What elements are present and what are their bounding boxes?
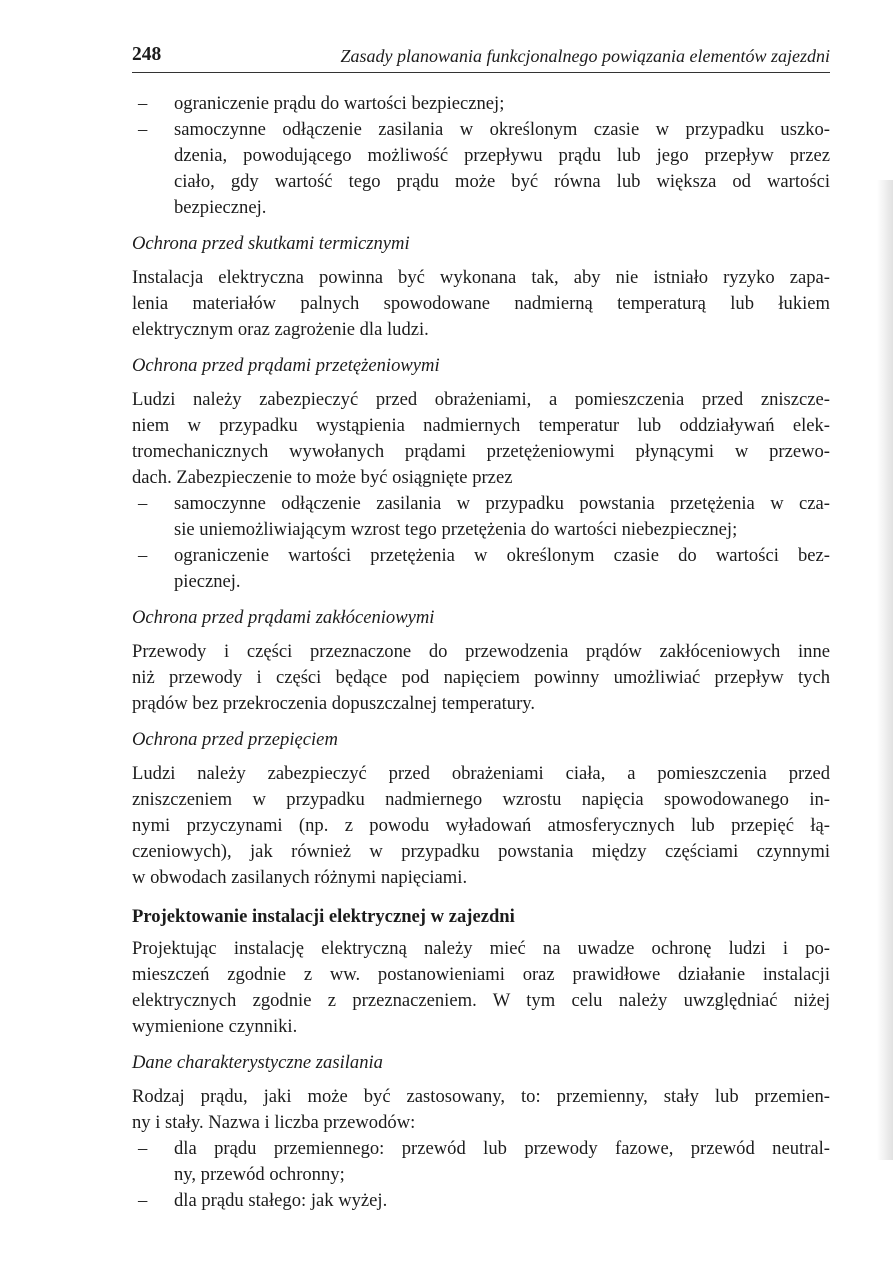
text-line: bezpiecznej. (174, 197, 267, 218)
text-line: tromechanicznych wywołanych prądami przetężeniowymi płynącymi w przewo- (132, 441, 830, 462)
text-line: – samoczynne odłączenie zasilania w określonym czasie w przypadku uszko- (174, 119, 830, 140)
text-line: czeniowych), jak również w przypadku powstania między częściami czynnymi (132, 841, 830, 862)
section-heading-design: Projektowanie instalacji elektrycznej w zajezdni (132, 906, 515, 927)
list-item (132, 91, 830, 117)
text-line: w obwodach zasilanych różnymi napięciami. (132, 867, 468, 888)
section-heading-overcurrent: Ochrona przed prądami przetężeniowymi (132, 355, 440, 376)
bullet-list-supply (132, 1136, 830, 1214)
text-line: wymienione czynniki. (132, 1016, 298, 1037)
text-line: lenia materiałów palnych spowodowane nadmierną temperaturą lub łukiem (132, 293, 830, 314)
list-item (132, 117, 830, 221)
running-header (132, 40, 830, 73)
text-line: prądów bez przekroczenia dopuszczalnej temperatury. (132, 693, 535, 714)
text-line: dzenia, powodującego możliwość przepływu prądu lub jego przepływ przez (174, 145, 830, 166)
text-line: – samoczynne odłączenie zasilania w przypadku powstania przetężenia w cza- (174, 493, 830, 514)
paragraph-thermal (132, 265, 830, 343)
list-item (132, 1136, 830, 1188)
page-number: 248 (132, 44, 162, 65)
page-edge-shadow (877, 180, 893, 1160)
text-line: dach. Zabezpieczenie to może być osiągnięte przez (132, 467, 513, 488)
text-line: – ograniczenie prądu do wartości bezpiecznej; (174, 93, 505, 114)
text-line: Ludzi należy zabezpieczyć przed obrażeniami ciała, a pomieszczenia przed (132, 763, 830, 784)
list-item (132, 543, 830, 595)
text-line: Rodzaj prądu, jaki może być zastosowany, to: przemienny, stały lub przemien- (132, 1086, 830, 1107)
text-line: niż przewody i części będące pod napięciem powinny umożliwiać przepływ tych (132, 667, 830, 688)
text-line: ciało, gdy wartość tego prądu może być równa lub większa od wartości (174, 171, 830, 192)
paragraph-overvoltage (132, 761, 830, 891)
text-line: niem w przypadku wystąpienia nadmiernych temperatur lub oddziaływań elek- (132, 415, 830, 436)
text-line: Instalacja elektryczna powinna być wykonana tak, aby nie istniało ryzyko zapa- (132, 267, 830, 288)
paragraph-overcurrent (132, 387, 830, 491)
section-heading-thermal: Ochrona przed skutkami termicznymi (132, 233, 410, 254)
text-line: Ludzi należy zabezpieczyć przed obrażeniami, a pomieszczenia przed zniszcze- (132, 389, 830, 410)
bullet-list-intro (132, 91, 830, 221)
list-item (132, 1188, 830, 1214)
text-line: – dla prądu stałego: jak wyżej. (174, 1190, 388, 1211)
text-line: – ograniczenie wartości przetężenia w określonym czasie do wartości bez- (174, 545, 830, 566)
text-line: ny, przewód ochronny; (174, 1164, 345, 1185)
text-line: elektrycznym oraz zagrożenie dla ludzi. (132, 319, 429, 340)
bullet-list-overcurrent (132, 491, 830, 595)
text-line: elektrycznych zgodnie z przeznaczeniem. W tym celu należy uwzględniać niżej (132, 990, 830, 1011)
section-heading-supply-data: Dane charakterystyczne zasilania (132, 1052, 383, 1073)
text-line: sie uniemożliwiającym wzrost tego przetężenia do wartości niebezpiecznej; (174, 519, 738, 540)
section-heading-overvoltage: Ochrona przed przepięciem (132, 729, 338, 750)
text-line: nymi przyczynami (np. z powodu wyładowań atmosferycznych lub przepięć łą- (132, 815, 830, 836)
text-line: – dla prądu przemiennego: przewód lub przewody fazowe, przewód neutral- (174, 1138, 830, 1159)
text-line: Przewody i części przeznaczone do przewodzenia prądów zakłóceniowych inne (132, 641, 830, 662)
section-heading-fault-current: Ochrona przed prądami zakłóceniowymi (132, 607, 435, 628)
paragraph-supply-data (132, 1084, 830, 1136)
paragraph-fault-current (132, 639, 830, 717)
text-line: ny i stały. Nazwa i liczba przewodów: (132, 1112, 416, 1133)
text-line: zniszczeniem w przypadku nadmiernego wzrostu napięcia spowodowanego in- (132, 789, 830, 810)
text-line: piecznej. (174, 571, 241, 592)
page-body (132, 91, 830, 1214)
text-line: Projektując instalację elektryczną należy mieć na uwadze ochronę ludzi i po- (132, 938, 830, 959)
running-title: Zasady planowania funkcjonalnego powiązania elementów zajezdni (340, 46, 830, 66)
text-line: mieszczeń zgodnie z ww. postanowieniami oraz prawidłowe działanie instalacji (132, 964, 830, 985)
paragraph-design (132, 936, 830, 1040)
list-item (132, 491, 830, 543)
